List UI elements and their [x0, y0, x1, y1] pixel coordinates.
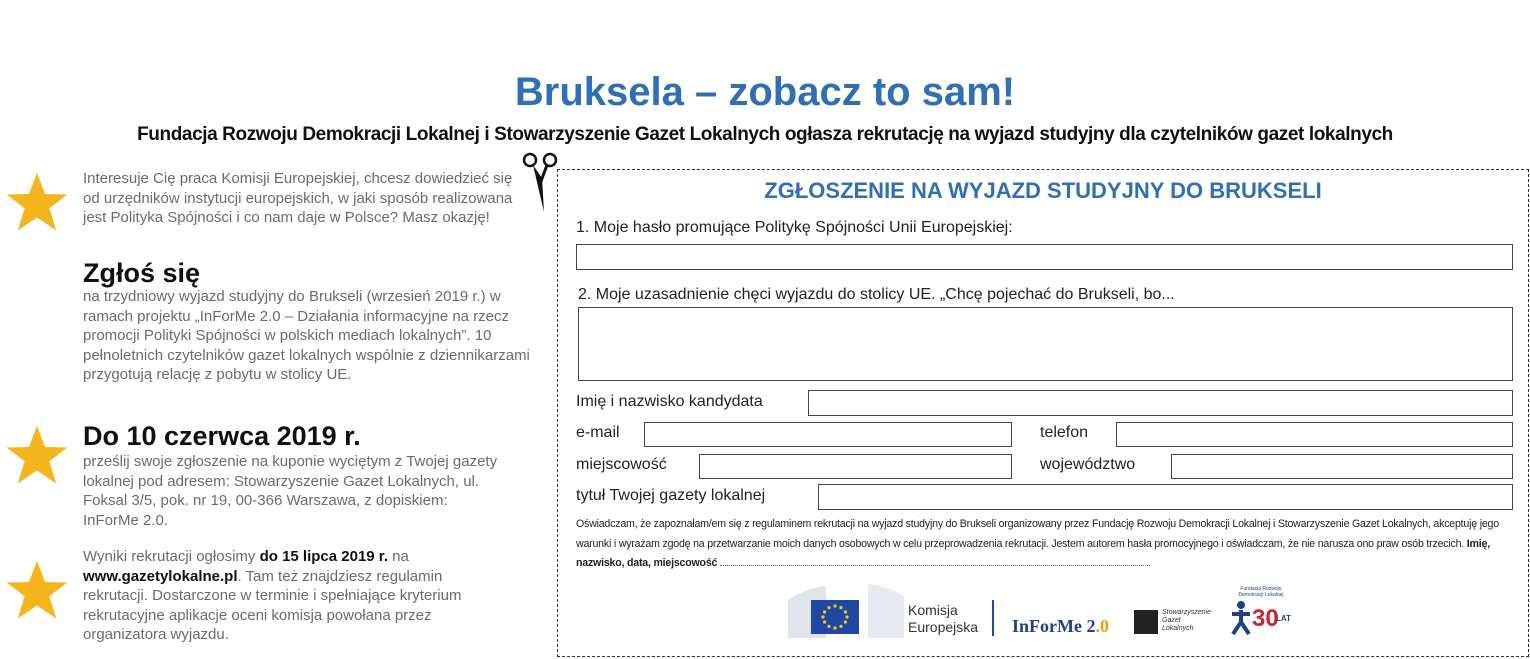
name-field[interactable]: [808, 390, 1513, 416]
city-field[interactable]: [699, 454, 1012, 479]
informe-logo-text: InForMe 2: [1012, 616, 1096, 636]
main-title: Bruksela – zobacz to sam!: [514, 70, 1016, 114]
eu-commission-logo-text: [908, 602, 978, 636]
section-text-apply: na trzydniowy wyjazd studyjny do Brukseli (wrzesień 2019 r.) w ramach projektu „InForMe 2.0 – Działania informacyjne na rzecz promocji Polityki Spójności w polskich mediach lokalnych”. 10 pełnoletnich czytelników gazet lokalnych wspólnie z dziennikarzami przygotują relację z pobytu w stolicy UE.: [83, 288, 530, 383]
frdl-years: 30: [1252, 605, 1279, 632]
coupon-title: ZGŁOSZENIE NA WYJAZD STUDYJNY DO BRUKSELI: [764, 178, 1322, 203]
website-link[interactable]: www.gazetylokalne.pl: [83, 567, 238, 585]
declaration-body: Oświadczam, że zapoznałam/em się z regulaminem rekrutacji na wyjazd studyjny do Brukseli organizowany przez Fundację Rozwoju Demokracji Lokalnej i Stowarzyszenie Gazet Lokalnych, akceptuję jego warunki i wyrażam zgodę na przetwarzanie moich danych osobowych w celu przeprowadzenia rekrutacji. Jestem autorem hasła promocyjnego i oświadczam, że nie narusza ono praw osób trzecich.: [576, 518, 1499, 550]
signature-label: Imię, nazwisko, data, miejscowość: [576, 537, 1490, 569]
sgl-logo-text: [1162, 609, 1211, 633]
region-label: województwo: [1040, 456, 1136, 473]
star-icon: [6, 424, 68, 486]
logo-divider: [992, 600, 994, 636]
email-label: e-mail: [576, 424, 620, 441]
star-icon: [6, 559, 68, 621]
region-field[interactable]: [1171, 454, 1513, 479]
intro-text: Interesuje Cię praca Komisji Europejskiej, chcesz dowiedzieć się od urzędników instytucji europejskich, w jaki sposób realizowana jest Polityka Spójności i co nam daje w Polsce? Masz okazję!: [83, 170, 513, 226]
name-label: Imię i nazwisko kandydata: [576, 393, 763, 410]
signature-line[interactable]: [720, 557, 1150, 566]
scissors-icon: [520, 152, 562, 214]
results-text-mid: na: [388, 548, 409, 565]
section-heading-apply: Zgłoś się: [83, 258, 201, 288]
frdl-logo: [1226, 586, 1296, 638]
frdl-line1: Fundacja Rozwoju: [1240, 586, 1282, 592]
section-heading-deadline: Do 10 czerwca 2019 r.: [83, 421, 361, 451]
phone-field[interactable]: [1116, 422, 1513, 447]
frdl-line2: Demokracji Lokalnej: [1238, 592, 1284, 598]
section-text-deadline: prześlij swoje zgłoszenie na kuponie wyciętym z Twojej gazety lokalnej pod adresem: Stowarzyszenie Gazet Lokalnych, ul. Foksal 3/5, pok. nr 19, 00-366 Warszawa, z dopiskiem: InForMe 2.0.: [83, 453, 498, 529]
newspaper-label: tytuł Twojej gazety lokalnej: [576, 487, 766, 504]
section-text-results: [83, 547, 508, 645]
declaration-text: [576, 515, 1513, 574]
eu-flag-icon: [811, 600, 859, 634]
sgl-logo-icon: [1134, 610, 1158, 634]
person-figure-icon: [1228, 600, 1254, 636]
star-icon: [6, 171, 68, 233]
reason-field[interactable]: [578, 307, 1513, 381]
results-text-start: Wyniki rekrutacji ogłosimy: [83, 548, 260, 565]
informe-logo-version: .0: [1095, 616, 1109, 636]
question-slogan-label: 1. Moje hasło promujące Politykę Spójności Unii Europejskiej:: [576, 219, 1013, 236]
results-date: do 15 lipca 2019 r.: [259, 548, 388, 565]
eu-logo-line1: Komisja: [908, 602, 958, 618]
results-text-end: . Tam też znajdziesz regulamin rekrutacji. Dostarczone w terminie i spełniające kryterium rekrutacyjne aplikacje oceni komisja powołana przez organizatora wyjazdu.: [83, 567, 462, 643]
sgl-line3: Lokalnych: [1162, 625, 1194, 632]
eu-logo-line2: Europejska: [908, 619, 979, 635]
city-label: miejscowość: [576, 456, 667, 473]
slogan-field[interactable]: [576, 244, 1513, 270]
sgl-line1: Stowarzyszenie: [1162, 609, 1212, 616]
phone-label: telefon: [1040, 424, 1089, 441]
subtitle: Fundacja Rozwoju Demokracji Lokalnej i Stowarzyszenie Gazet Lokalnych ogłasza rekrutację na wyjazd studyjny dla czytelników gazet lokalnych: [137, 124, 1393, 145]
email-field[interactable]: [644, 422, 1012, 447]
question-reason-label: 2. Moje uzasadnienie chęci wyjazdu do stolicy UE. „Chcę pojechać do Brukseli, bo...: [578, 286, 1175, 303]
informe-logo: [1012, 616, 1109, 637]
newspaper-field[interactable]: [818, 484, 1513, 510]
sgl-line2: Gazet: [1162, 617, 1181, 624]
frdl-lat: LAT: [1276, 614, 1291, 623]
